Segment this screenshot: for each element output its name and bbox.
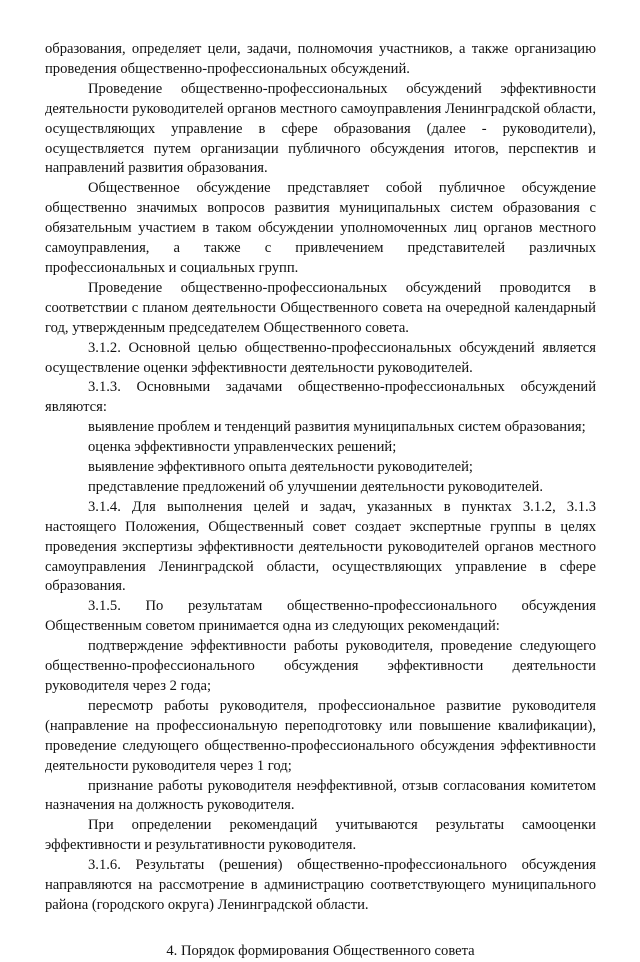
paragraph-3-1-5: 3.1.5. По результатам общественно-профессионального обсуждения Общественным советом принимается одна из следующих рекомендаций: [45, 598, 596, 635]
list-item-recommendation-3: признание работы руководителя неэффективной, отзыв согласования комитетом назначения на должность руководителя. [45, 777, 596, 814]
section-heading: 4. Порядок формирования Общественного совета [166, 942, 475, 959]
list-item-recommendation-2: пересмотр работы руководителя, профессиональное развитие руководителя (направление на профессиональную переподготовку или повышение квалификации), проведение следующего общественно-профессионального обсуждения эффективности деятельности руководителя через 1 год; [45, 697, 596, 774]
paragraph-plan: Проведение общественно-профессиональных обсуждений проводится в соответствии с планом деятельности Общественного совета на очередной календарный год, утвержденным председателем Общественного совета. [45, 279, 596, 336]
list-item-task-2: оценка эффективности управленческих решений; [88, 439, 397, 456]
paragraph-3-1-4: 3.1.4. Для выполнения целей и задач, указанных в пунктах 3.1.2, 3.1.3 настоящего Положения, Общественный совет создает экспертные группы в целях проведения экспертизы эффективности деятельности руководителей органов местного самоуправления Ленинградской области, осуществляющих управление в сфере образования. [45, 498, 596, 595]
paragraph-discussions-intro: Проведение общественно-профессиональных обсуждений эффективности деятельности руководителей органов местного самоуправления Ленинградской области, осуществляющих управление в сфере образования (далее - руководители), осуществляется путем организации публичного обсуждения итогов, перспектив и направлений развития образования. [45, 80, 596, 177]
paragraph-public-discussion: Общественное обсуждение представляет собой публичное обсуждение общественно значимых вопросов развития муниципальных систем образования с обязательным участием в таком обсуждении уполномоченных лиц органов местного самоуправления, а также с привлечением представителей различных профессиональных и социальных групп. [45, 180, 596, 276]
paragraph-3-1-3: 3.1.3. Основными задачами общественно-профессиональных обсуждений являются: [45, 379, 596, 416]
paragraph-continuation: образования, определяет цели, задачи, полномочия участников, а также организацию проведения общественно-профессиональных обсуждений. [45, 41, 596, 77]
list-item-recommendation-1: подтверждение эффективности работы руководителя, проведение следующего общественно-профессионального обсуждения эффективности деятельности руководителя через 2 года; [45, 638, 596, 694]
paragraph-self-assessment: При определении рекомендаций учитываются результаты самооценки эффективности и результативности руководителя. [45, 817, 596, 854]
list-item-task-4: представление предложений об улучшении деятельности руководителей. [88, 478, 543, 495]
list-item-task-3: выявление эффективного опыта деятельности руководителей; [88, 459, 473, 476]
paragraph-3-1-6: 3.1.6. Результаты (решения) общественно-профессионального обсуждения направляются на рассмотрение в администрацию соответствующего муниципального района (городского округа) Ленинградской области. [45, 857, 596, 913]
list-item-task-1: выявление проблем и тенденций развития муниципальных систем образования; [88, 419, 586, 436]
paragraph-3-1-2: 3.1.2. Основной целью общественно-профессиональных обсуждений является осуществление оценки эффективности деятельности руководителей. [45, 339, 596, 376]
